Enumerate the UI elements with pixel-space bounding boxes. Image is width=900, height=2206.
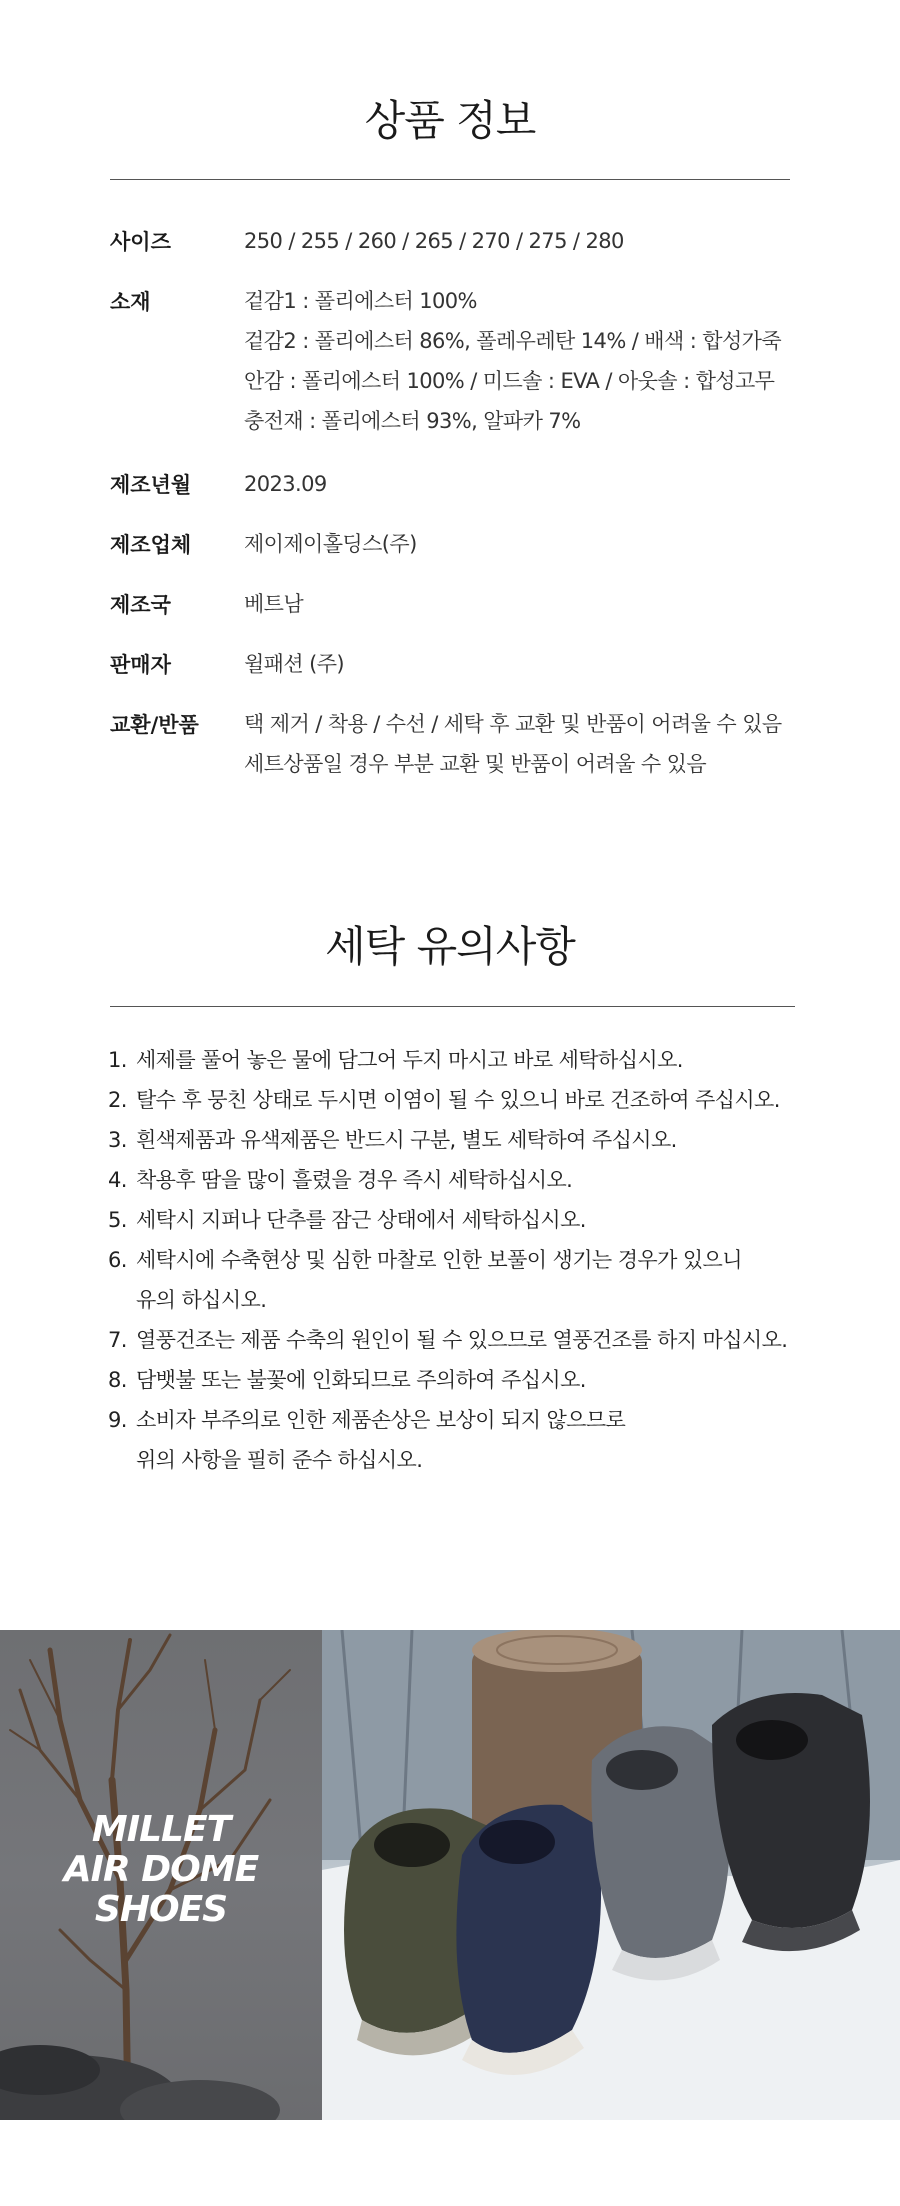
care-item xyxy=(108,1360,828,1400)
care-item-number: 7. xyxy=(108,1328,127,1352)
brand-text xyxy=(0,1810,322,1930)
care-item-text: 탈수 후 뭉친 상태로 두시면 이염이 될 수 있으니 바로 건조하여 주십시오. xyxy=(136,1088,780,1112)
info-value: 겉감2 : 폴리에스터 86%, 폴레우레탄 14% / 배색 : 합성가죽 xyxy=(244,329,782,353)
care-item-text: 열풍건조는 제품 수축의 원인이 될 수 있으므로 열풍건조를 하지 마십시오. xyxy=(136,1328,788,1352)
care-item xyxy=(108,1040,828,1080)
info-value: 베트남 xyxy=(244,592,304,616)
care-item-number: 5. xyxy=(108,1208,127,1232)
care-item-number: 8. xyxy=(108,1368,127,1392)
care-item-number: 4. xyxy=(108,1168,127,1192)
banner-product-photo xyxy=(322,1630,900,2120)
info-label: 제조국 xyxy=(110,593,171,617)
info-label: 소재 xyxy=(110,290,151,314)
care-divider xyxy=(110,1006,795,1007)
care-item-text: 흰색제품과 유색제품은 반드시 구분, 별도 세탁하여 주십시오. xyxy=(136,1128,677,1152)
care-item-text-continued: 위의 사항을 필히 준수 하십시오. xyxy=(136,1448,423,1472)
info-value: 안감 : 폴리에스터 100% / 미드솔 : EVA / 아웃솔 : 합성고무 xyxy=(244,369,775,393)
info-value: 충전재 : 폴리에스터 93%, 알파카 7% xyxy=(244,409,581,433)
banner-brand-panel xyxy=(0,1630,322,2120)
care-item-text: 세탁시에 수축현상 및 심한 마찰로 인한 보풀이 생기는 경우가 있으니 xyxy=(136,1248,742,1272)
care-item xyxy=(108,1320,828,1360)
care-item-number: 1. xyxy=(108,1048,127,1072)
info-value: 윌패션 (주) xyxy=(244,652,345,676)
care-item-text: 세제를 풀어 놓은 물에 담그어 두지 마시고 바로 세탁하십시오. xyxy=(136,1048,683,1072)
care-title: 세탁 유의사항 xyxy=(325,922,575,971)
product-info-divider xyxy=(110,179,790,180)
care-item-text: 착용후 땀을 많이 흘렸을 경우 즉시 세탁하십시오. xyxy=(136,1168,573,1192)
info-value: 겉감1 : 폴리에스터 100% xyxy=(244,289,477,313)
care-item xyxy=(108,1400,828,1480)
care-item-number: 9. xyxy=(108,1408,127,1432)
care-item-number: 3. xyxy=(108,1128,127,1152)
care-item xyxy=(108,1240,828,1320)
care-item-number: 6. xyxy=(108,1248,127,1272)
info-value: 2023.09 xyxy=(244,472,327,496)
care-item-number: 2. xyxy=(108,1088,127,1112)
shoes-photo-illustration xyxy=(322,1630,900,2120)
product-banner xyxy=(0,1630,900,2120)
care-item-text: 세탁시 지퍼나 단추를 잠근 상태에서 세탁하십시오. xyxy=(136,1208,586,1232)
info-label: 교환/반품 xyxy=(110,713,199,737)
brand-line: SHOES xyxy=(94,1889,228,1930)
info-value: 제이제이홀딩스(주) xyxy=(244,532,417,556)
care-item xyxy=(108,1120,828,1160)
care-item-text-continued: 유의 하십시오. xyxy=(136,1288,267,1312)
info-label: 제조년월 xyxy=(110,473,192,497)
brand-line: MILLET xyxy=(91,1809,231,1850)
care-item xyxy=(108,1160,828,1200)
care-item-text: 담뱃불 또는 불꽃에 인화되므로 주의하여 주십시오. xyxy=(136,1368,586,1392)
info-value: 250 / 255 / 260 / 265 / 270 / 275 / 280 xyxy=(244,229,624,253)
care-item-text: 소비자 부주의로 인한 제품손상은 보상이 되지 않으므로 xyxy=(136,1408,626,1432)
info-label: 제조업체 xyxy=(110,533,192,557)
product-info-title: 상품 정보 xyxy=(364,96,536,145)
care-item xyxy=(108,1080,828,1120)
info-value: 택 제거 / 착용 / 수선 / 세탁 후 교환 및 반품이 어려울 수 있음 xyxy=(244,712,782,736)
info-label: 판매자 xyxy=(110,653,171,677)
info-value: 세트상품일 경우 부분 교환 및 반품이 어려울 수 있음 xyxy=(244,752,707,776)
care-item xyxy=(108,1200,828,1240)
info-label: 사이즈 xyxy=(110,230,171,254)
brand-line: AIR DOME xyxy=(63,1849,259,1890)
care-list xyxy=(108,1040,828,1480)
